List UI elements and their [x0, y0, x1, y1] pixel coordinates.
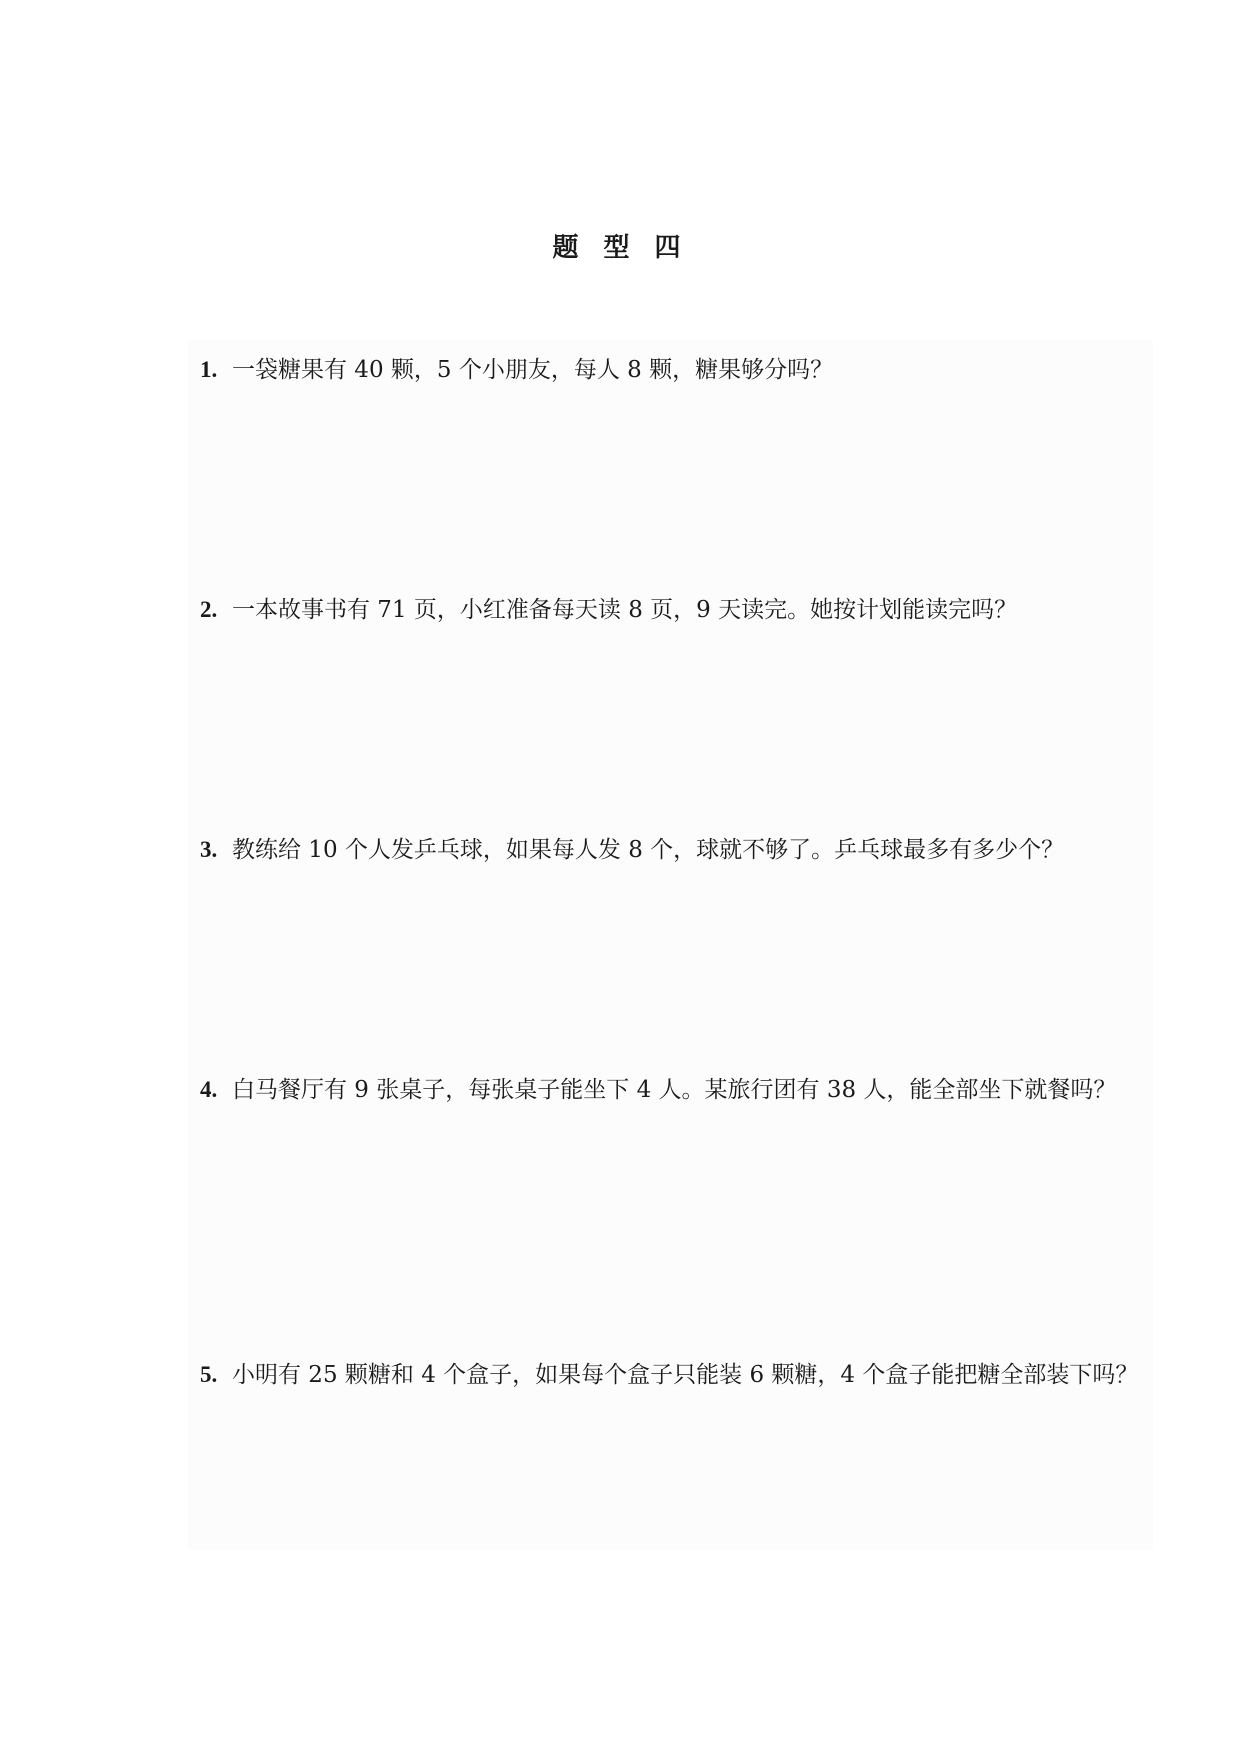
question-1	[200, 345, 1155, 395]
question-text: 一本故事书有 71 页，小红准备每天读 8 页，9 天读完。她按计划能读完吗？	[232, 597, 1018, 623]
question-number: 1.	[200, 357, 218, 382]
section-title: 题 型 四	[552, 233, 689, 263]
question-number: 4.	[200, 1077, 218, 1102]
question-text: 小明有 25 颗糖和 4 个盒子，如果每个盒子只能装 6 颗糖，4 个盒子能把糖全部装下吗？	[232, 1362, 1139, 1388]
question-4	[200, 1065, 1155, 1115]
question-number: 2.	[200, 597, 218, 622]
question-number: 5.	[200, 1362, 218, 1387]
question-text: 教练给 10 个人发乒乓球，如果每人发 8 个，球就不够了。乒乓球最多有多少个？	[232, 837, 1065, 863]
question-3	[200, 825, 1155, 875]
question-text: 白马餐厅有 9 张桌子，每张桌子能坐下 4 人。某旅行团有 38 人，能全部坐下就餐吗？	[232, 1077, 1117, 1103]
question-2	[200, 585, 1155, 635]
question-5	[200, 1350, 1155, 1400]
question-number: 3.	[200, 837, 218, 862]
question-text: 一袋糖果有 40 颗，5 个小朋友，每人 8 颗，糖果够分吗？	[232, 357, 834, 383]
